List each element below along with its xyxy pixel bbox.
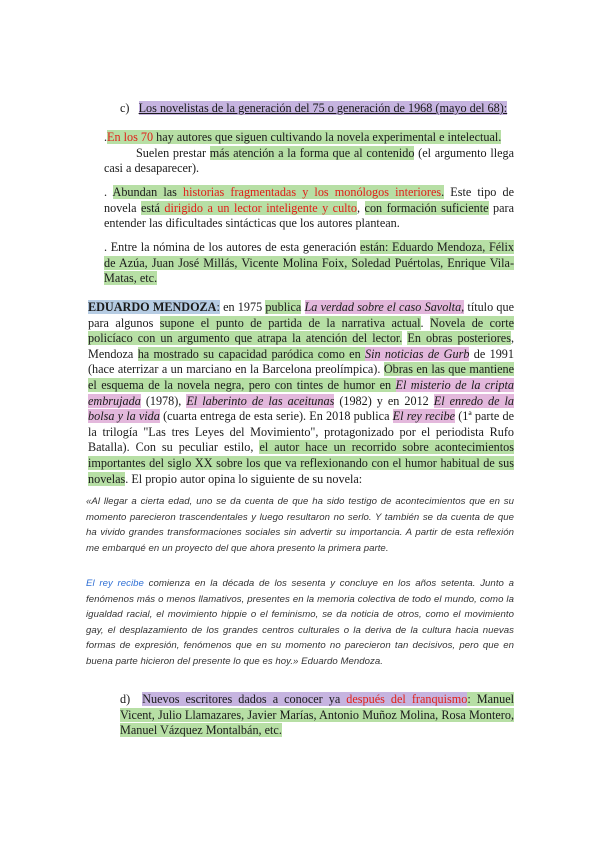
paragraph-mendoza: EDUARDO MENDOZA: en 1975 publica La verdad sobre el caso Savolta, título que para algunos supone el punto de partida de la narrativa actual. Novela de corte policíaco con un argumento que atrapa la atención del lector. En obras posteriores, Mendoza ha mostrado su capacidad paródica como en Sin noticias de Gurb de 1991 (hace aterrizar a un marciano en la Barcelona preolímpica). Obras en las que mantiene el esquema de la novela negra, pero con tintes de humor en El misterio de la cripta embrujada (1978), El laberinto de las aceitunas (1982) y en 2012 El enredo de la bolsa y la vida (cuarta entrega de esta serie). En 2018 publica El rey recibe (1ª parte de la trilogía "Las tres Leyes del Movimiento", protagonizado por el periodista Rufo Batalla). Con su peculiar estilo, el autor hace un recorrido sobre acontecimientos importantes del siglo XX sobre los que va reflexionando con el humor habitual de sus novelas. El propio autor opina lo siguiente de su novela:: [88, 300, 515, 486]
paragraph-experimental: .En los 70 hay autores que siguen cultivando la novela experimental e intelectual. Suelen prestar más atención a la forma que al contenido (el argumento llega casi a desaparecer).: [104, 130, 515, 176]
book-cripta: El misterio de la cripta embrujada: [88, 377, 514, 408]
section-c-heading: [120, 101, 520, 117]
book-aceitunas: El laberinto de las aceitunas: [186, 393, 335, 408]
section-d-paragraph: d) Nuevos escritores dados a conocer ya después del franquismo: Manuel Vicent, Julio Llamazares, Javier Marías, Antonio Muñoz Molina, Rosa Montero, Manuel Vázquez Montalbán, etc.: [120, 692, 514, 738]
highlight-forma: más atención a la forma que al contenido: [209, 145, 415, 160]
highlight-franquismo: después del franquismo: [346, 692, 468, 706]
paragraph-fragmentadas: . Abundan las historias fragmentadas y los monólogos interiores. Este tipo de novela está dirigido a un lector inteligente y culto, con formación suficiente para entender las dificultades sintácticas que los autores plantean.: [104, 185, 515, 231]
section-c-title: Los novelistas de la generación del 75 o generación de 1968 (mayo del 68):: [138, 101, 508, 115]
highlight-autores: están: Eduardo Mendoza, Félix de Azúa, Juan José Millás, Vicente Molina Foix, Soledad Puértolas, Enrique Vila-Matas, etc.: [104, 240, 515, 286]
author-name: EDUARDO MENDOZA: [88, 300, 217, 314]
quote-paragraph-1: «Al llegar a cierta edad, uno se da cuenta de que ha sido testigo de acontecimientos que en su momento parecieron trascendentales y luego resultaron no serlo. Y también se da cuenta de que ha vivido grandes transformaciones sociales sin advertir su importancia. A partir de esta reflexión me embarqué en un proyecto del que ahora presento la primera parte.: [86, 496, 514, 554]
book-savolta: La verdad sobre el caso Savolta,: [304, 300, 465, 314]
book-gurb: Sin noticias de Gurb: [365, 346, 470, 361]
highlight-en-los-70: En los 70: [107, 130, 154, 144]
highlight-lector: dirigido a un lector inteligente y culto: [164, 200, 358, 215]
paragraph-nomina: . Entre la nómina de los autores de esta generación están: Eduardo Mendoza, Félix de Azúa, Juan José Millás, Vicente Molina Foix, Soledad Puértolas, Enrique Vila-Matas, etc.: [104, 240, 515, 286]
quote-book-title: El rey recibe: [86, 578, 144, 589]
book-rey-recibe: El rey recibe: [392, 409, 456, 424]
section-d-marker: d): [120, 692, 131, 706]
section-c-marker: c): [120, 101, 130, 115]
highlight-historias: historias fragmentadas y los monólogos interiores: [183, 185, 442, 199]
quote-paragraph-2: El rey recibe comienza en la década de los sesenta y concluye en los años setenta. Junto a fenómenos más o menos llamativos, presentes en la memoria colectiva de todo el mundo, como la igualdad racial, el movimiento hippie o el feminismo, se da noticia de otros, como el movimiento gay, el desplazamiento de los grandes centros culturales o la deriva de la cultura hacia nuevas formas de expresión, fenómenos que en su momento no parecieron tan decisivos, pero que en buena parte hicieron del presente lo que es hoy.» Eduardo Mendoza.: [86, 578, 515, 667]
book-enredo: El enredo de la bolsa y la vida: [88, 393, 514, 424]
